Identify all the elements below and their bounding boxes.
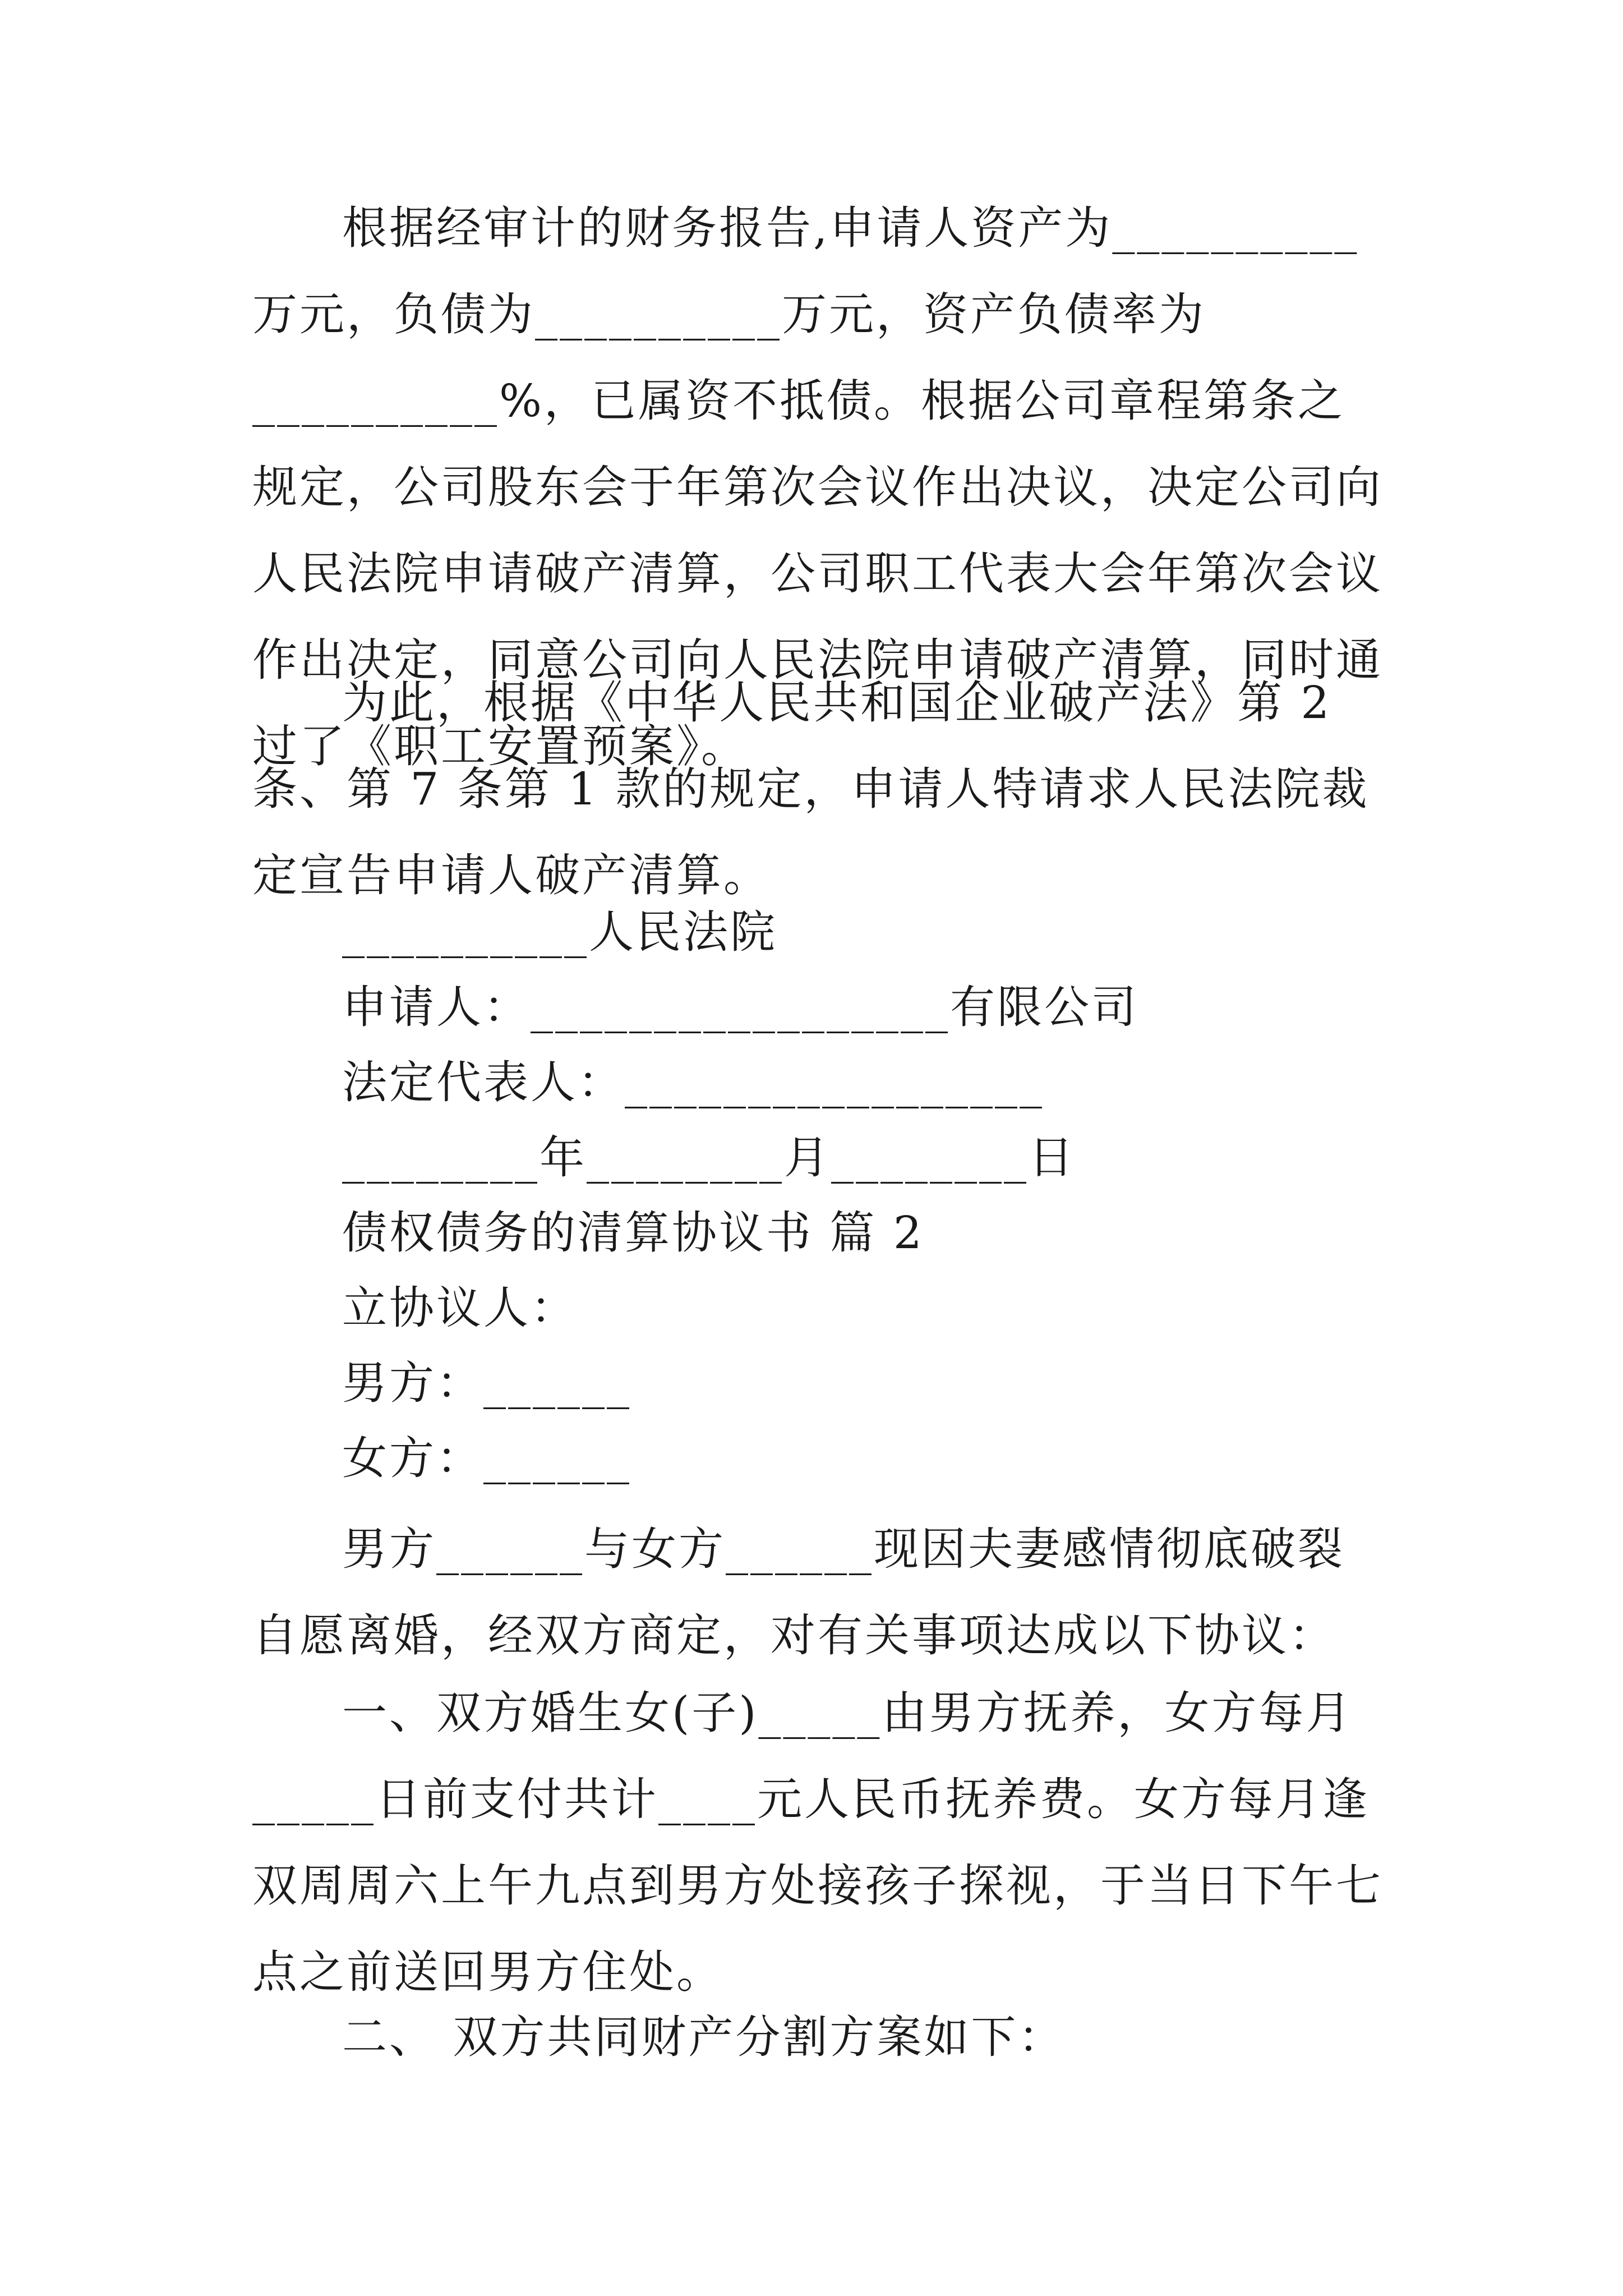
legal-representative-line: 法定代表人：_________________ bbox=[342, 1056, 1044, 1108]
date-line: ________年________月________日 bbox=[342, 1131, 1076, 1184]
woman-line: 女方：______ bbox=[342, 1432, 631, 1484]
section-title: 债权债务的清算协议书 篇 2 bbox=[342, 1207, 924, 1259]
applicant-line: 申请人：_________________有限公司 bbox=[342, 981, 1138, 1033]
court-line: __________人民法院 bbox=[342, 906, 777, 958]
legal-basis-paragraph: 为此，根据《中华人民共和国企业破产法》第 2 条、第 7 条第 1 款的规定，申请人特请求人民法院裁定宣告申请人破产清算。 bbox=[252, 677, 1370, 901]
audit-paragraph: 根据经审计的财务报告,申请人资产为__________万元，负债为__________万元，资产负债率为__________%，已属资不抵债。根据公司章程第条之规定，公司股东会于年第次会议作出决议，决定公司向人民法院申请破产清算，公司职工代表大会年第次会议作出决定，同意公司向人民法院申请破产清算，同时通过了《职工安置预案》。 bbox=[252, 202, 1383, 772]
property-clause: 二、 双方共同财产分割方案如下： bbox=[342, 2011, 1066, 2063]
parties-label: 立协议人： bbox=[342, 1282, 578, 1334]
divorce-agreement-paragraph: 男方______与女方______现因夫妻感情彻底破裂自愿离婚，经双方商定，对有关事项达成以下协议： bbox=[252, 1523, 1345, 1662]
custody-clause: 一、双方婚生女(子)_____由男方抚养，女方每月_____日前支付共计____元人民币抚养费。女方每月逢双周周六上午九点到男方处接孩子探视，于当日下午七点之前送回男方住处。 bbox=[252, 1687, 1383, 1998]
man-line: 男方：______ bbox=[342, 1357, 631, 1409]
